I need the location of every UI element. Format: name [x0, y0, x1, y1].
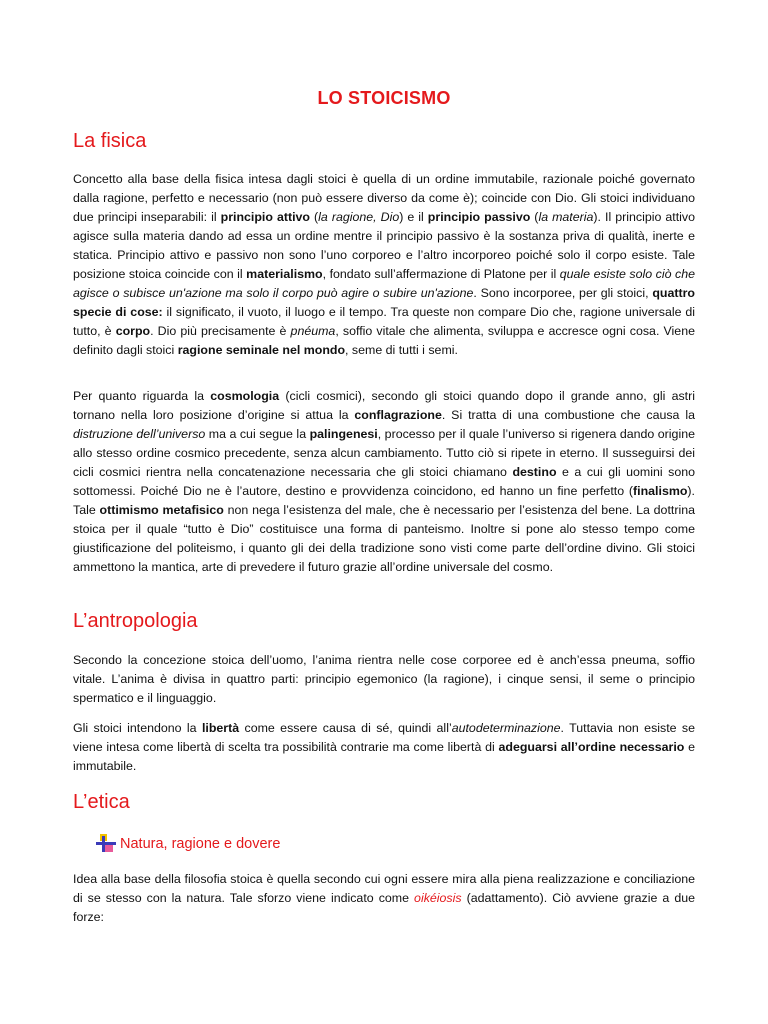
subheading-label: Natura, ragione e dovere	[120, 836, 281, 852]
heading-fisica: La fisica	[73, 130, 147, 152]
square-bullet-icon	[96, 834, 116, 854]
subheading-natura	[96, 832, 280, 856]
paragraph-fisica-2: Per quanto riguarda la cosmologia (cicli cosmici), secondo gli stoici quando dopo il grande anno, gli astri tornano nella loro posizione d’origine si attua la conflagrazione. Si tratta di una combustione che causa la distruzione dell’universo ma a cui segue la palingenesi, processo per il quale l’universo si rigenera dando origine allo stesso ordine cosmico precedente, senza alcun cambiamento. Tutto ciò si ripete in eterno. Il susseguirsi dei cicli cosmici rientra nella concatenazione necessaria che gli stoici chiamano destino e a cui gli uomini sono sottomessi. Poiché Dio ne è l’autore, destino e provvidenza coincidono, ed hanno un fine perfetto (finalismo). Tale ottimismo metafisico non nega l’esistenza del male, che è necessario per l’esistenza del bene. La dottrina stoica per il quale “tutto è Dio” costituisce una forma di panteismo. Inoltre si pone alo stesso tempo come giustificazione del politeismo, i quanto gli dei della tradizione sono visti come parte dell’ordine divino. Gli stoici ammettono la mantica, arte di prevedere il futuro grazie all’ordine universale del cosmo.	[73, 389, 695, 574]
paragraph-antropologia-1: Secondo la concezione stoica dell’uomo, l’anima rientra nelle cose corporee ed è anch’essa pneuma, soffio vitale. L’anima è divisa in quattro parti: principio egemonico (la ragione), i cinque sensi, il seme o principio spermatico e il linguaggio.	[73, 653, 695, 705]
heading-etica: L’etica	[73, 791, 130, 813]
paragraph-antropologia-2: Gli stoici intendono la libertà come essere causa di sé, quindi all’autodeterminazione. Tuttavia non esiste se viene intesa come libertà di scelta tra possibilità contrarie ma come libertà di adeguarsi all’ordine necessario e immutabile.	[73, 721, 696, 773]
paragraph-fisica-1: Concetto alla base della fisica intesa dagli stoici è quella di un ordine immutabile, razionale poiché governato dalla ragione, perfetto e necessario (non può essere diverso da come è); coincide con Dio. Gli stoici individuano due principi inseparabili: il principio attivo (la ragione, Dio) e il principio passivo (la materia). Il principio attivo agisce sulla materia dando ad essa un ordine mentre il principio passivo è la sostanza priva di qualità, inerte e statica. Principio attivo e passivo non sono l’uno corporeo e l’altro incorporeo poiché solo il corpo esiste. Tale posizione stoica coincide con il materialismo, fondato sull’affermazione di Platone per il quale esiste solo ciò che agisce o subisce un'azione ma solo il corpo può agire o subire un'azione. Sono incorporee, per gli stoici, quattro specie di cose: il significato, il vuoto, il luogo e il tempo. Tra queste non compare Dio che, ragione universale di tutto, è corpo. Dio più precisamente è pnéuma, soffio vitale che alimenta, sviluppa e accresce ogni cosa. Viene definito dagli stoici ragione seminale nel mondo, seme di tutti i semi.	[73, 172, 696, 357]
heading-antropologia: L’antropologia	[73, 610, 198, 632]
paragraph-etica-1: Idea alla base della filosofia stoica è quella secondo cui ogni essere mira alla piena realizzazione e conciliazione di se stesso con la natura. Tale sforzo viene indicato come oikéiosis (adattamento). Ciò avviene grazie a due forze:	[73, 872, 695, 924]
document-title: LO STOICISMO	[317, 88, 451, 108]
